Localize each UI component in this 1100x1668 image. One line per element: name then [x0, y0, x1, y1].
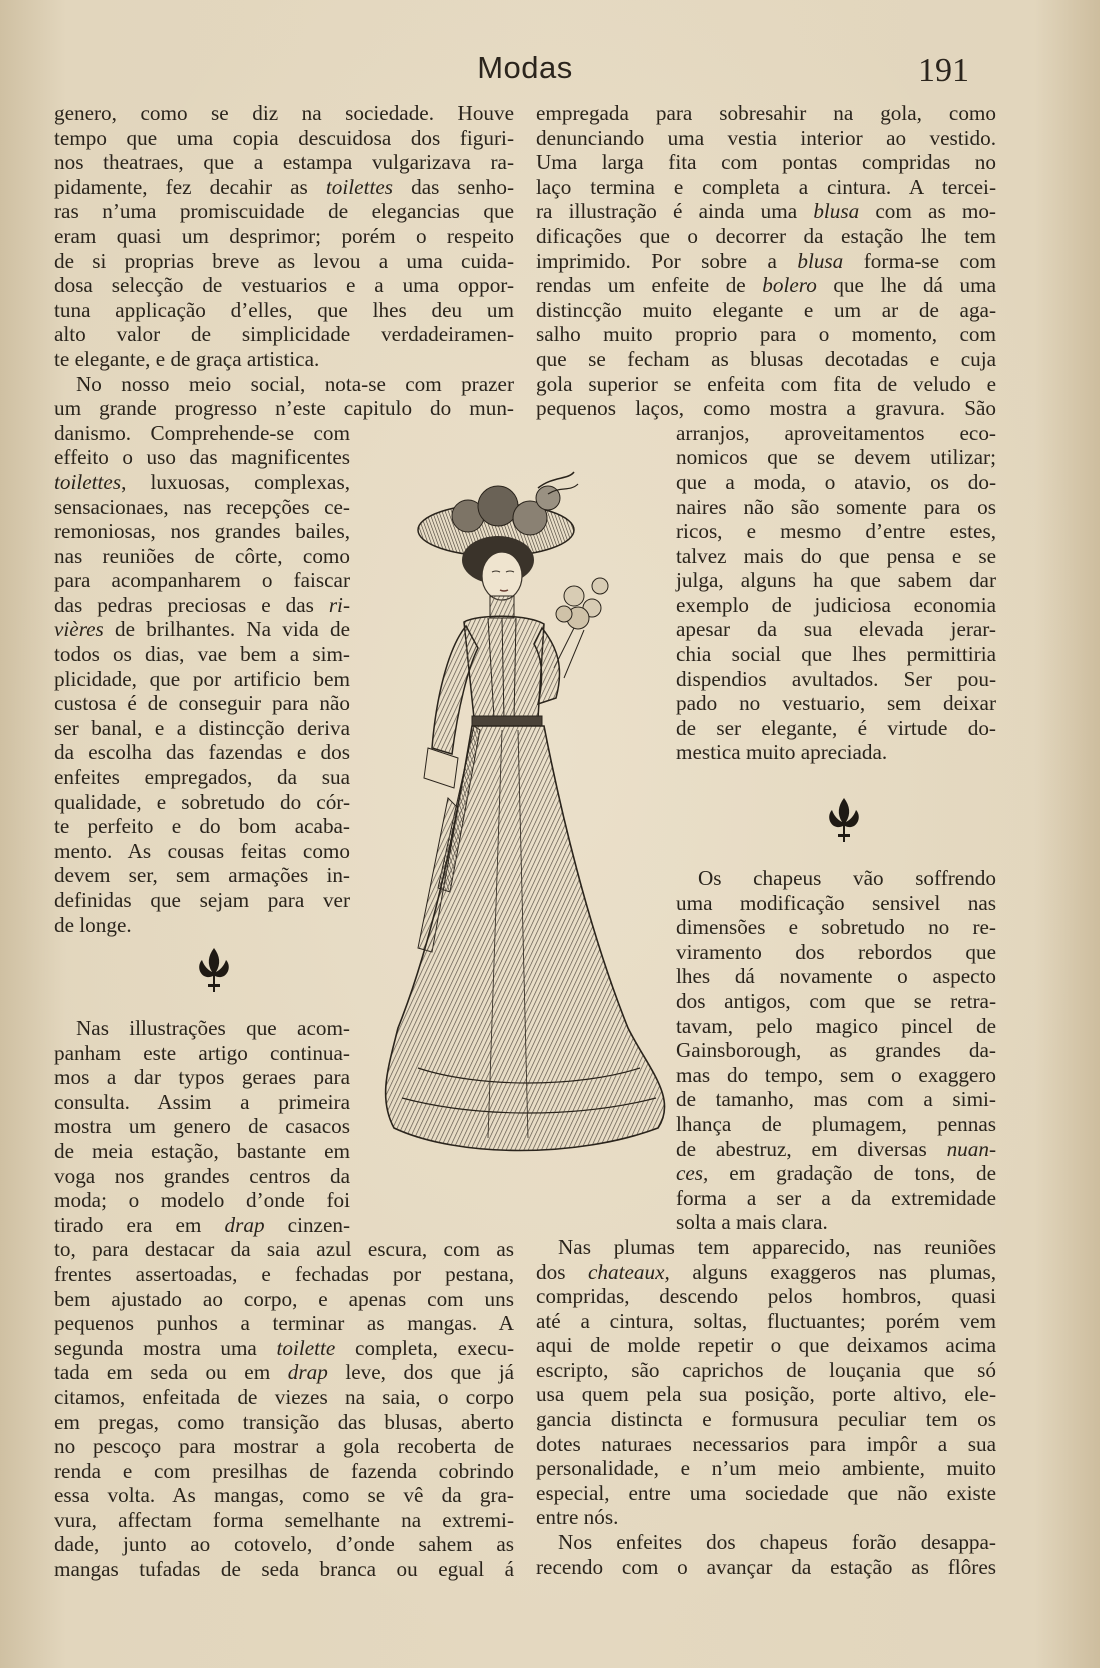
text-line: eram quasi um desprimor; porém o respeito — [54, 223, 514, 248]
text-line: nos theatraes, que a estampa vulgarizava ra- — [54, 150, 514, 175]
text-line: Nos enfeites dos chapeus forão desappa- — [558, 1530, 996, 1555]
text-line: segunda mostra uma toilette completa, execu- — [54, 1335, 515, 1360]
text-line: Os chapeus vão soffrendo — [698, 866, 996, 890]
text-line: compridas, descendo pelos hombros, quasi — [536, 1284, 996, 1309]
text-line: frentes assertoadas, e fechadas por pestana, — [54, 1261, 514, 1286]
text-line: distincção muito elegante e um ar de aga- — [536, 297, 996, 322]
text-line: até a cintura, soltas, fluctuantes; porém vem — [536, 1308, 996, 1333]
text-line: te perfeito e do bom acaba- — [54, 814, 350, 839]
text-line: danismo. Comprehende-se com — [54, 420, 350, 445]
text-line: panham este artigo continua- — [54, 1040, 350, 1065]
text-line: tavam, pelo magico pincel de — [676, 1013, 996, 1038]
text-line: vura, affectam forma semelhante na extremi- — [54, 1507, 514, 1532]
text-line: nomicos que se devem utilizar; — [676, 445, 996, 470]
page-number: 191 — [918, 52, 969, 89]
text-line: naires não são somente para os — [676, 494, 996, 519]
text-line: renda e com presilhas de fazenda cobrindo — [54, 1458, 514, 1483]
text-line: todos os dias, vae bem a sim- — [54, 642, 350, 667]
text-line: nas reuniões de côrte, como — [54, 543, 350, 568]
text-line: entre nós. — [536, 1505, 619, 1530]
text-line: mostra um genero de casacos — [54, 1114, 350, 1139]
text-line: effeito o uso das magnificentes — [54, 445, 350, 470]
running-header: Modas — [477, 50, 573, 85]
text-line: exemplo de judiciosa economia — [676, 592, 996, 617]
text-line: mas do tempo, sem o exaggero — [676, 1062, 996, 1087]
text-line: custosa é de conseguir para não — [54, 691, 350, 716]
text-line: de ser elegante, é virtude do- — [676, 715, 996, 740]
text-line: chia social que lhes permittiria — [676, 642, 996, 667]
text-line: que a moda, o atavio, os do- — [676, 469, 996, 494]
text-line: dispendios avultados. Ser pou- — [676, 666, 996, 691]
text-line: arranjos, aproveitamentos eco- — [676, 420, 996, 445]
text-line: toilettes, luxuosas, complexas, — [54, 469, 350, 494]
text-line: tempo que uma copia descuidosa dos figuri- — [54, 125, 514, 150]
text-line: mangas tufadas de seda branca ou egual á — [54, 1557, 514, 1582]
text-line: alto valor de simplicidade verdadeiramen- — [54, 322, 514, 347]
text-line: to, para destacar da saia azul escura, com as — [54, 1237, 514, 1262]
text-line: rendas um enfeite de bolero que lhe dá uma — [536, 273, 996, 298]
text-line: de abestruz, em diversas nuan- — [676, 1136, 996, 1161]
text-line: aqui de molde repetir o que deixamos acima — [536, 1333, 996, 1358]
text-line: personalidade, e n’um meio ambiente, muito — [536, 1456, 996, 1481]
text-line: essa volta. As mangas, como se vê da gra- — [54, 1483, 514, 1508]
text-line: Gainsborough, as grandes da- — [676, 1038, 996, 1063]
fleur-de-lis-icon — [194, 946, 234, 994]
text-line: mento. As cousas feitas como — [54, 838, 350, 863]
text-line: dimensões e sobretudo no re- — [676, 915, 996, 940]
text-line: pequenos punhos a terminar as mangas. A — [54, 1311, 514, 1336]
text-line: apesar da sua elevada jerar- — [676, 617, 996, 642]
text-line: para acompanharem o faiscar — [54, 568, 350, 593]
fashion-illustration — [378, 468, 678, 1188]
text-line: gola superior se enfeita com fita de veludo e — [536, 371, 996, 396]
text-line: em pregas, como transição das blusas, aberto — [54, 1409, 514, 1434]
text-line: forma a ser a da extremidade — [676, 1185, 996, 1210]
text-line: usa quem pela sua posição, porte altivo, ele- — [536, 1382, 996, 1407]
text-line: moda; o modelo d’onde foi — [54, 1188, 350, 1213]
text-line: laço termina e completa a cintura. A tercei- — [536, 174, 996, 199]
text-line: de longe. — [54, 912, 132, 937]
text-line: lhes dá novamente o aspecto — [676, 964, 996, 989]
text-line: vières de brilhantes. Na vida de — [54, 617, 350, 642]
text-line: tirado era em drap cinzen- — [54, 1212, 351, 1237]
text-line: bem ajustado ao corpo, e apenas com uns — [54, 1286, 514, 1311]
text-line: julga, alguns ha que sabem dar — [676, 568, 996, 593]
text-line: ser banal, e a distincção deriva — [54, 715, 350, 740]
text-line: tuna applicação d’elles, que lhes deu um — [54, 297, 514, 322]
text-line: viramento dos rebordos que — [676, 939, 996, 964]
text-line: dosa selecção de vestuarios e a uma oppor- — [54, 273, 514, 298]
bouquet — [554, 578, 608, 678]
text-line: mos a dar typos geraes para — [54, 1065, 350, 1090]
text-line: definidas que sejam para ver — [54, 888, 350, 912]
fleur-de-lis-icon — [824, 796, 864, 844]
text-line: da escolha das fazendas e dos — [54, 740, 350, 765]
text-line: voga nos grandes centros da — [54, 1163, 350, 1188]
text-line: ricos, e mesmo d’entre estes, — [676, 519, 996, 544]
text-line: ces, em gradação de tons, de — [676, 1161, 996, 1186]
text-line: pado no vestuario, sem deixar — [676, 691, 996, 716]
text-line: solta a mais clara. — [676, 1210, 828, 1235]
text-line: pequenos laços, como mostra a gravura. São — [536, 396, 996, 421]
text-line: de meia estação, bastante em — [54, 1138, 350, 1163]
text-line: dotes naturaes necessarios para impôr a sua — [536, 1431, 996, 1456]
text-line: denunciando uma vestia interior ao vestido. — [536, 125, 996, 150]
text-line: dos antigos, com que se retra- — [676, 988, 996, 1013]
text-line: no pescoço para mostrar a gola recoberta de — [54, 1434, 514, 1459]
text-line: uma modificação sensivel nas — [676, 890, 996, 915]
text-line: gancia distincta e formusura peculiar tem os — [536, 1407, 996, 1432]
text-line: devem ser, sem armações in- — [54, 863, 350, 888]
text-line: te elegante, e de graça artistica. — [54, 346, 320, 371]
text-line: sensacionaes, nas recepções ce- — [54, 494, 350, 519]
text-line: escripto, são caprichos de louçania que só — [536, 1357, 996, 1382]
text-line: plicidade, que por artificio bem — [54, 666, 350, 691]
text-line: ra illustração é ainda uma blusa com as mo- — [536, 199, 996, 224]
text-line: citamos, enfeitada de viezes na saia, o corpo — [54, 1384, 514, 1409]
text-line: dificações que o decorrer da estação lhe tem — [536, 223, 996, 248]
text-line: talvez mais do que pensa e se — [676, 543, 996, 568]
text-line: No nosso meio social, nota-se com prazer — [76, 371, 514, 396]
text-line: de tamanho, mas com a simi- — [676, 1087, 996, 1112]
text-line: dos chateaux, alguns exaggeros nas plumas, — [536, 1259, 996, 1284]
text-line: mestica muito apreciada. — [676, 740, 888, 765]
text-line: qualidade, e sobretudo do cór- — [54, 789, 350, 814]
text-line: consulta. Assim a primeira — [54, 1089, 350, 1114]
text-line: empregada para sobresahir na gola, como — [536, 101, 996, 125]
text-line: de si proprias breve as levou a uma cuida- — [54, 248, 514, 273]
text-line: Nas plumas tem apparecido, nas reuniões — [558, 1234, 996, 1259]
text-line: enfeites empregados, da sua — [54, 765, 350, 790]
text-line: ras n’uma promiscuidade de elegancias que — [54, 199, 514, 224]
text-line: tada em seda ou em drap leve, dos que já — [54, 1360, 514, 1385]
text-line: lhança de plumagem, pennas — [676, 1111, 996, 1136]
text-line: Uma larga fita com pontas compridas no — [536, 150, 996, 175]
text-line: das pedras preciosas e das ri- — [54, 592, 350, 617]
text-line: recendo com o avançar da estação as flôres — [536, 1554, 996, 1579]
text-line: dade, junto ao cotovelo, d’onde sahem as — [54, 1532, 514, 1557]
text-line: imprimido. Por sobre a blusa forma-se com — [536, 248, 996, 273]
text-line: que se fecham as blusas decotadas e cuja — [536, 346, 996, 371]
text-line: Nas illustrações que acom- — [76, 1016, 350, 1040]
text-line: salho muito proprio para o momento, com — [536, 322, 996, 347]
text-line: pidamente, fez decahir as toilettes das senho- — [54, 174, 515, 199]
text-line: genero, como se diz na sociedade. Houve — [54, 101, 514, 125]
text-line: especial, entre uma sociedade que não existe — [536, 1480, 996, 1505]
text-line: um grande progresso n’este capitulo do mun- — [54, 396, 514, 421]
text-line: remoniosas, nos grandes bailes, — [54, 519, 350, 544]
